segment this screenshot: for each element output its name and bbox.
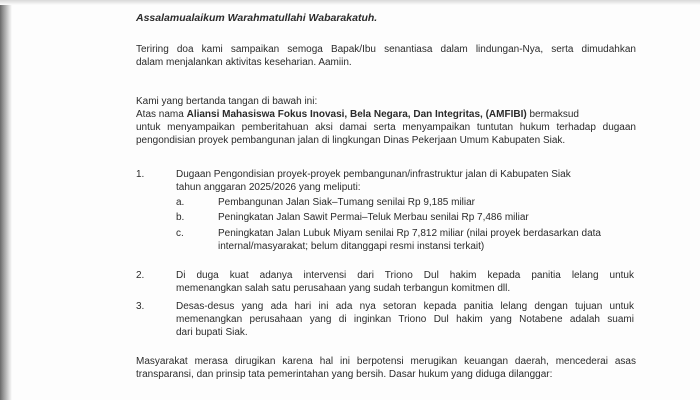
paragraph-1-line-1: Teriring doa kami sampaikan semoga Bapak/Ibu senantiasa dalam lindungan-Nya, serta dimudahkan xyxy=(136,44,636,55)
point-1-number: 1. xyxy=(136,169,145,180)
page-edge-shadow xyxy=(0,0,12,400)
subitem-b-letter: b. xyxy=(176,212,185,223)
point-3-line-1: Desas-desus yang ada hari ini ada nya setoran kepada panitia lelang dengan tujuan untuk xyxy=(176,301,634,312)
subitem-c-line-2: internal/masyarakat; belum ditanggapi resmi instansi terkait) xyxy=(218,241,485,252)
paragraph-2-prefix: Atas nama xyxy=(136,109,184,120)
subitem-c-line-1: Peningkatan Jalan Lubuk Miyam senilai Rp 7,812 miliar (nilai proyek berdasarkan data xyxy=(218,228,601,239)
closing-line-1: Masyarakat merasa dirugikan karena hal ini berpotensi merugikan keuangan daerah, mencederai asas xyxy=(136,356,636,367)
subitem-a-text: Pembangunan Jalan Siak–Tumang senilai Rp 9,185 miliar xyxy=(218,197,476,208)
subitem-c-letter: c. xyxy=(176,228,184,239)
paragraph-2-line-1: Kami yang bertanda tangan di bawah ini: xyxy=(136,96,318,107)
paragraph-2-line-4: pengondisian proyek pembangunan jalan di lingkungan Dinas Pekerjaan Umum Kabupaten Siak. xyxy=(136,135,566,146)
point-3-line-2: memenangkan perusahaan yang di inginkan Triono Dul hakim yang Notabene adalah suami xyxy=(176,314,634,325)
organization-name: Aliansi Mahasiswa Fokus Inovasi, Bela Negara, Dan Integritas, (AMFIBI) xyxy=(186,109,527,120)
point-1-line-1: Dugaan Pengondisian proyek-proyek pembangunan/infrastruktur jalan di Kabupaten Siak xyxy=(176,169,571,180)
paragraph-2-suffix: bermaksud xyxy=(529,109,579,120)
point-1-line-2: tahun anggaran 2025/2026 yang meliputi: xyxy=(176,182,361,193)
closing-line-2: transparansi, dan prinsip tata pemerintahan yang bersih. Dasar hukum yang diduga dilanggar: xyxy=(136,369,553,380)
point-2-line-1: Di duga kuat adanya intervensi dari Triono Dul hakim kepada panitia lelang untuk xyxy=(176,270,634,281)
subitem-a-letter: a. xyxy=(176,197,185,208)
point-2-line-2: memenangkan salah satu perusahaan yang sudah terbangun komitmen dll. xyxy=(176,283,511,294)
paragraph-2-line-2 xyxy=(136,108,579,121)
paragraph-1-line-2: dalam menjalankan aktivitas keseharian. Aamiin. xyxy=(136,57,352,68)
point-3-line-3: dari bupati Siak. xyxy=(176,327,248,338)
point-3-number: 3. xyxy=(136,301,145,312)
greeting: Assalamualaikum Warahmatullahi Wabarakatuh. xyxy=(136,12,378,24)
paragraph-2-line-3: untuk menyampaikan pemberitahuan aksi damai serta menyampaikan tuntutan hukum terhadap dugaan xyxy=(136,122,636,133)
page-top-edge xyxy=(0,0,700,5)
point-2-number: 2. xyxy=(136,270,145,281)
subitem-b-text: Peningkatan Jalan Sawit Permai–Teluk Merbau senilai Rp 7,486 miliar xyxy=(218,212,529,223)
